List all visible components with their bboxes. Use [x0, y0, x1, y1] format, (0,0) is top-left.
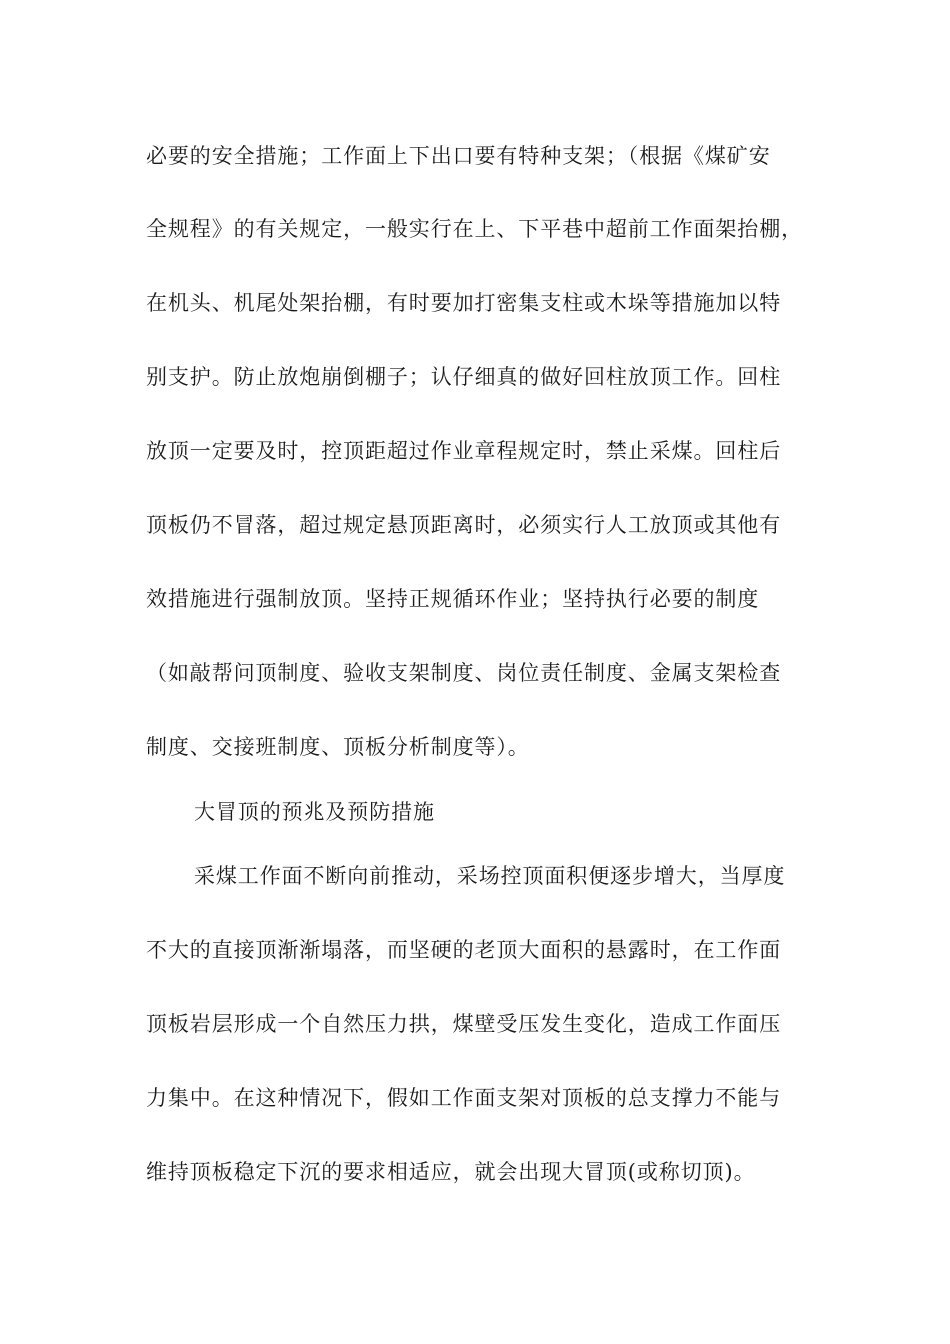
paragraph-line: 必要的安全措施；工作面上下出口要有特种支架；（根据《煤矿安: [146, 144, 771, 168]
paragraph-line: 维持顶板稳定下沉的要求相适应，就会出现大冒顶(或称切顶)。: [146, 1160, 756, 1184]
paragraph-line: 全规程》的有关规定，一般实行在上、下平巷中超前工作面架抬棚，: [146, 217, 803, 241]
paragraph-line: 顶板仍不冒落，超过规定悬顶距离时，必须实行人工放顶或其他有: [146, 513, 782, 537]
paragraph-line: 顶板岩层形成一个自然压力拱，煤壁受压发生变化，造成工作面压: [146, 1012, 782, 1036]
paragraph-line: （如敲帮问顶制度、验收支架制度、岗位责任制度、金属支架检查: [146, 661, 782, 685]
paragraph-line: 采煤工作面不断向前推动，采场控顶面积便逐步增大，当厚度: [194, 864, 786, 888]
paragraph-line: 别支护。防止放炮崩倒棚子；认仔细真的做好回柱放顶工作。回柱: [146, 365, 782, 389]
section-heading: 大冒顶的预兆及预防措施: [194, 800, 435, 824]
paragraph-line: 效措施进行强制放顶。坚持正规循环作业；坚持执行必要的制度: [146, 587, 760, 611]
paragraph-line: 力集中。在这种情况下，假如工作面支架对顶板的总支撑力不能与: [146, 1086, 782, 1110]
paragraph-line: 放顶一定要及时，控顶距超过作业章程规定时，禁止采煤。回柱后: [146, 439, 782, 463]
paragraph-line: 不大的直接顶渐渐塌落，而坚硬的老顶大面积的悬露时，在工作面: [146, 938, 782, 962]
paragraph-line: 制度、交接班制度、顶板分析制度等）。: [146, 735, 530, 759]
paragraph-line: 在机头、机尾处架抬棚，有时要加打密集支柱或木垛等措施加以特: [146, 291, 782, 315]
